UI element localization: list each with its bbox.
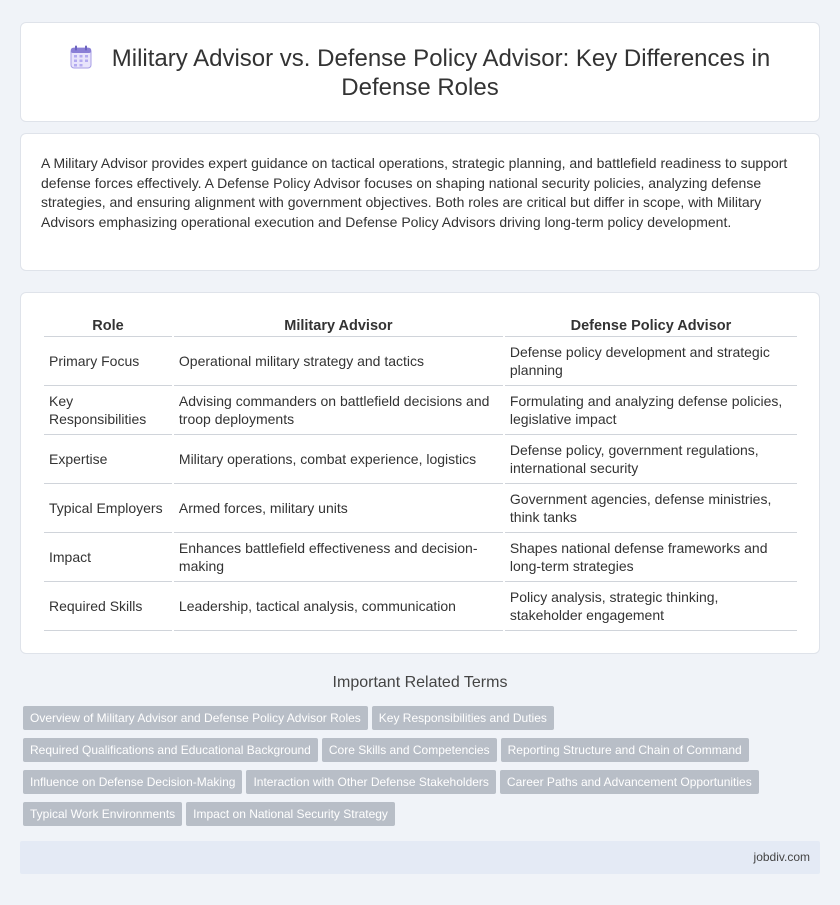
calendar-icon xyxy=(70,45,92,69)
table-cell-policy: Policy analysis, strategic thinking, stakeholder engagement xyxy=(505,582,797,631)
related-terms-title: Important Related Terms xyxy=(332,674,508,691)
table-cell-role: Typical Employers xyxy=(44,484,172,533)
table-cell-role: Primary Focus xyxy=(44,337,172,386)
table-cell-role: Key Responsibilities xyxy=(44,386,172,435)
table-cell-military: Leadership, tactical analysis, communication xyxy=(174,582,503,631)
table-cell-policy: Defense policy, government regulations, international security xyxy=(505,435,797,484)
related-term-tag[interactable]: Reporting Structure and Chain of Command xyxy=(501,738,749,762)
table-row xyxy=(44,582,797,631)
table-cell-policy: Shapes national defense frameworks and long-term strategies xyxy=(505,533,797,582)
table-cell-policy: Defense policy development and strategic planning xyxy=(505,337,797,386)
footer xyxy=(20,841,820,874)
title-card xyxy=(20,22,820,122)
related-term-tag[interactable]: Required Qualifications and Educational Background xyxy=(23,738,318,762)
table-cell-military: Operational military strategy and tactics xyxy=(174,337,503,386)
intro-paragraph: A Military Advisor provides expert guidance on tactical operations, strategic planning, and battlefield readiness to support defense forces effectively. A Defense Policy Advisor focuses on shaping national security policies, analyzing defense strategies, and ensuring alignment with government objectives. Both roles are critical but differ in scope, with Military Advisors emphasizing operational execution and Defense Policy Advisors driving long-term policy development. xyxy=(41,155,788,230)
table-cell-role: Expertise xyxy=(44,435,172,484)
comparison-table xyxy=(42,315,799,631)
table-cell-military: Advising commanders on battlefield decisions and troop deployments xyxy=(174,386,503,435)
table-cell-role: Required Skills xyxy=(44,582,172,631)
related-term-tag[interactable]: Key Responsibilities and Duties xyxy=(372,706,554,730)
related-term-tag[interactable]: Interaction with Other Defense Stakeholders xyxy=(246,770,495,794)
footer-site-link[interactable]: jobdiv.com xyxy=(753,850,810,864)
related-term-tag[interactable]: Impact on National Security Strategy xyxy=(186,802,395,826)
table-cell-policy: Government agencies, defense ministries, think tanks xyxy=(505,484,797,533)
page-title-wrap xyxy=(61,44,779,102)
comparison-card xyxy=(20,292,820,654)
table-cell-military: Armed forces, military units xyxy=(174,484,503,533)
related-term-tag[interactable]: Influence on Defense Decision-Making xyxy=(23,770,242,794)
header-defense-policy-advisor: Defense Policy Advisor xyxy=(505,315,797,337)
table-cell-role: Impact xyxy=(44,533,172,582)
intro-card xyxy=(20,133,820,271)
related-term-tag[interactable]: Career Paths and Advancement Opportunities xyxy=(500,770,759,794)
table-cell-military: Military operations, combat experience, logistics xyxy=(174,435,503,484)
related-term-tag[interactable]: Core Skills and Competencies xyxy=(322,738,497,762)
related-term-tag[interactable]: Typical Work Environments xyxy=(23,802,182,826)
header-role: Role xyxy=(44,315,172,337)
table-cell-policy: Formulating and analyzing defense policies, legislative impact xyxy=(505,386,797,435)
page-title: Military Advisor vs. Defense Policy Advisor: Key Differences in Defense Roles xyxy=(111,45,771,101)
related-terms-list xyxy=(23,706,803,834)
table-row xyxy=(44,533,797,582)
header-military-advisor: Military Advisor xyxy=(174,315,503,337)
table-row xyxy=(44,435,797,484)
table-row xyxy=(44,386,797,435)
table-row xyxy=(44,337,797,386)
table-row xyxy=(44,484,797,533)
related-term-tag[interactable]: Overview of Military Advisor and Defense Policy Advisor Roles xyxy=(23,706,368,730)
table-header-row xyxy=(44,315,797,337)
table-cell-military: Enhances battlefield effectiveness and decision-making xyxy=(174,533,503,582)
